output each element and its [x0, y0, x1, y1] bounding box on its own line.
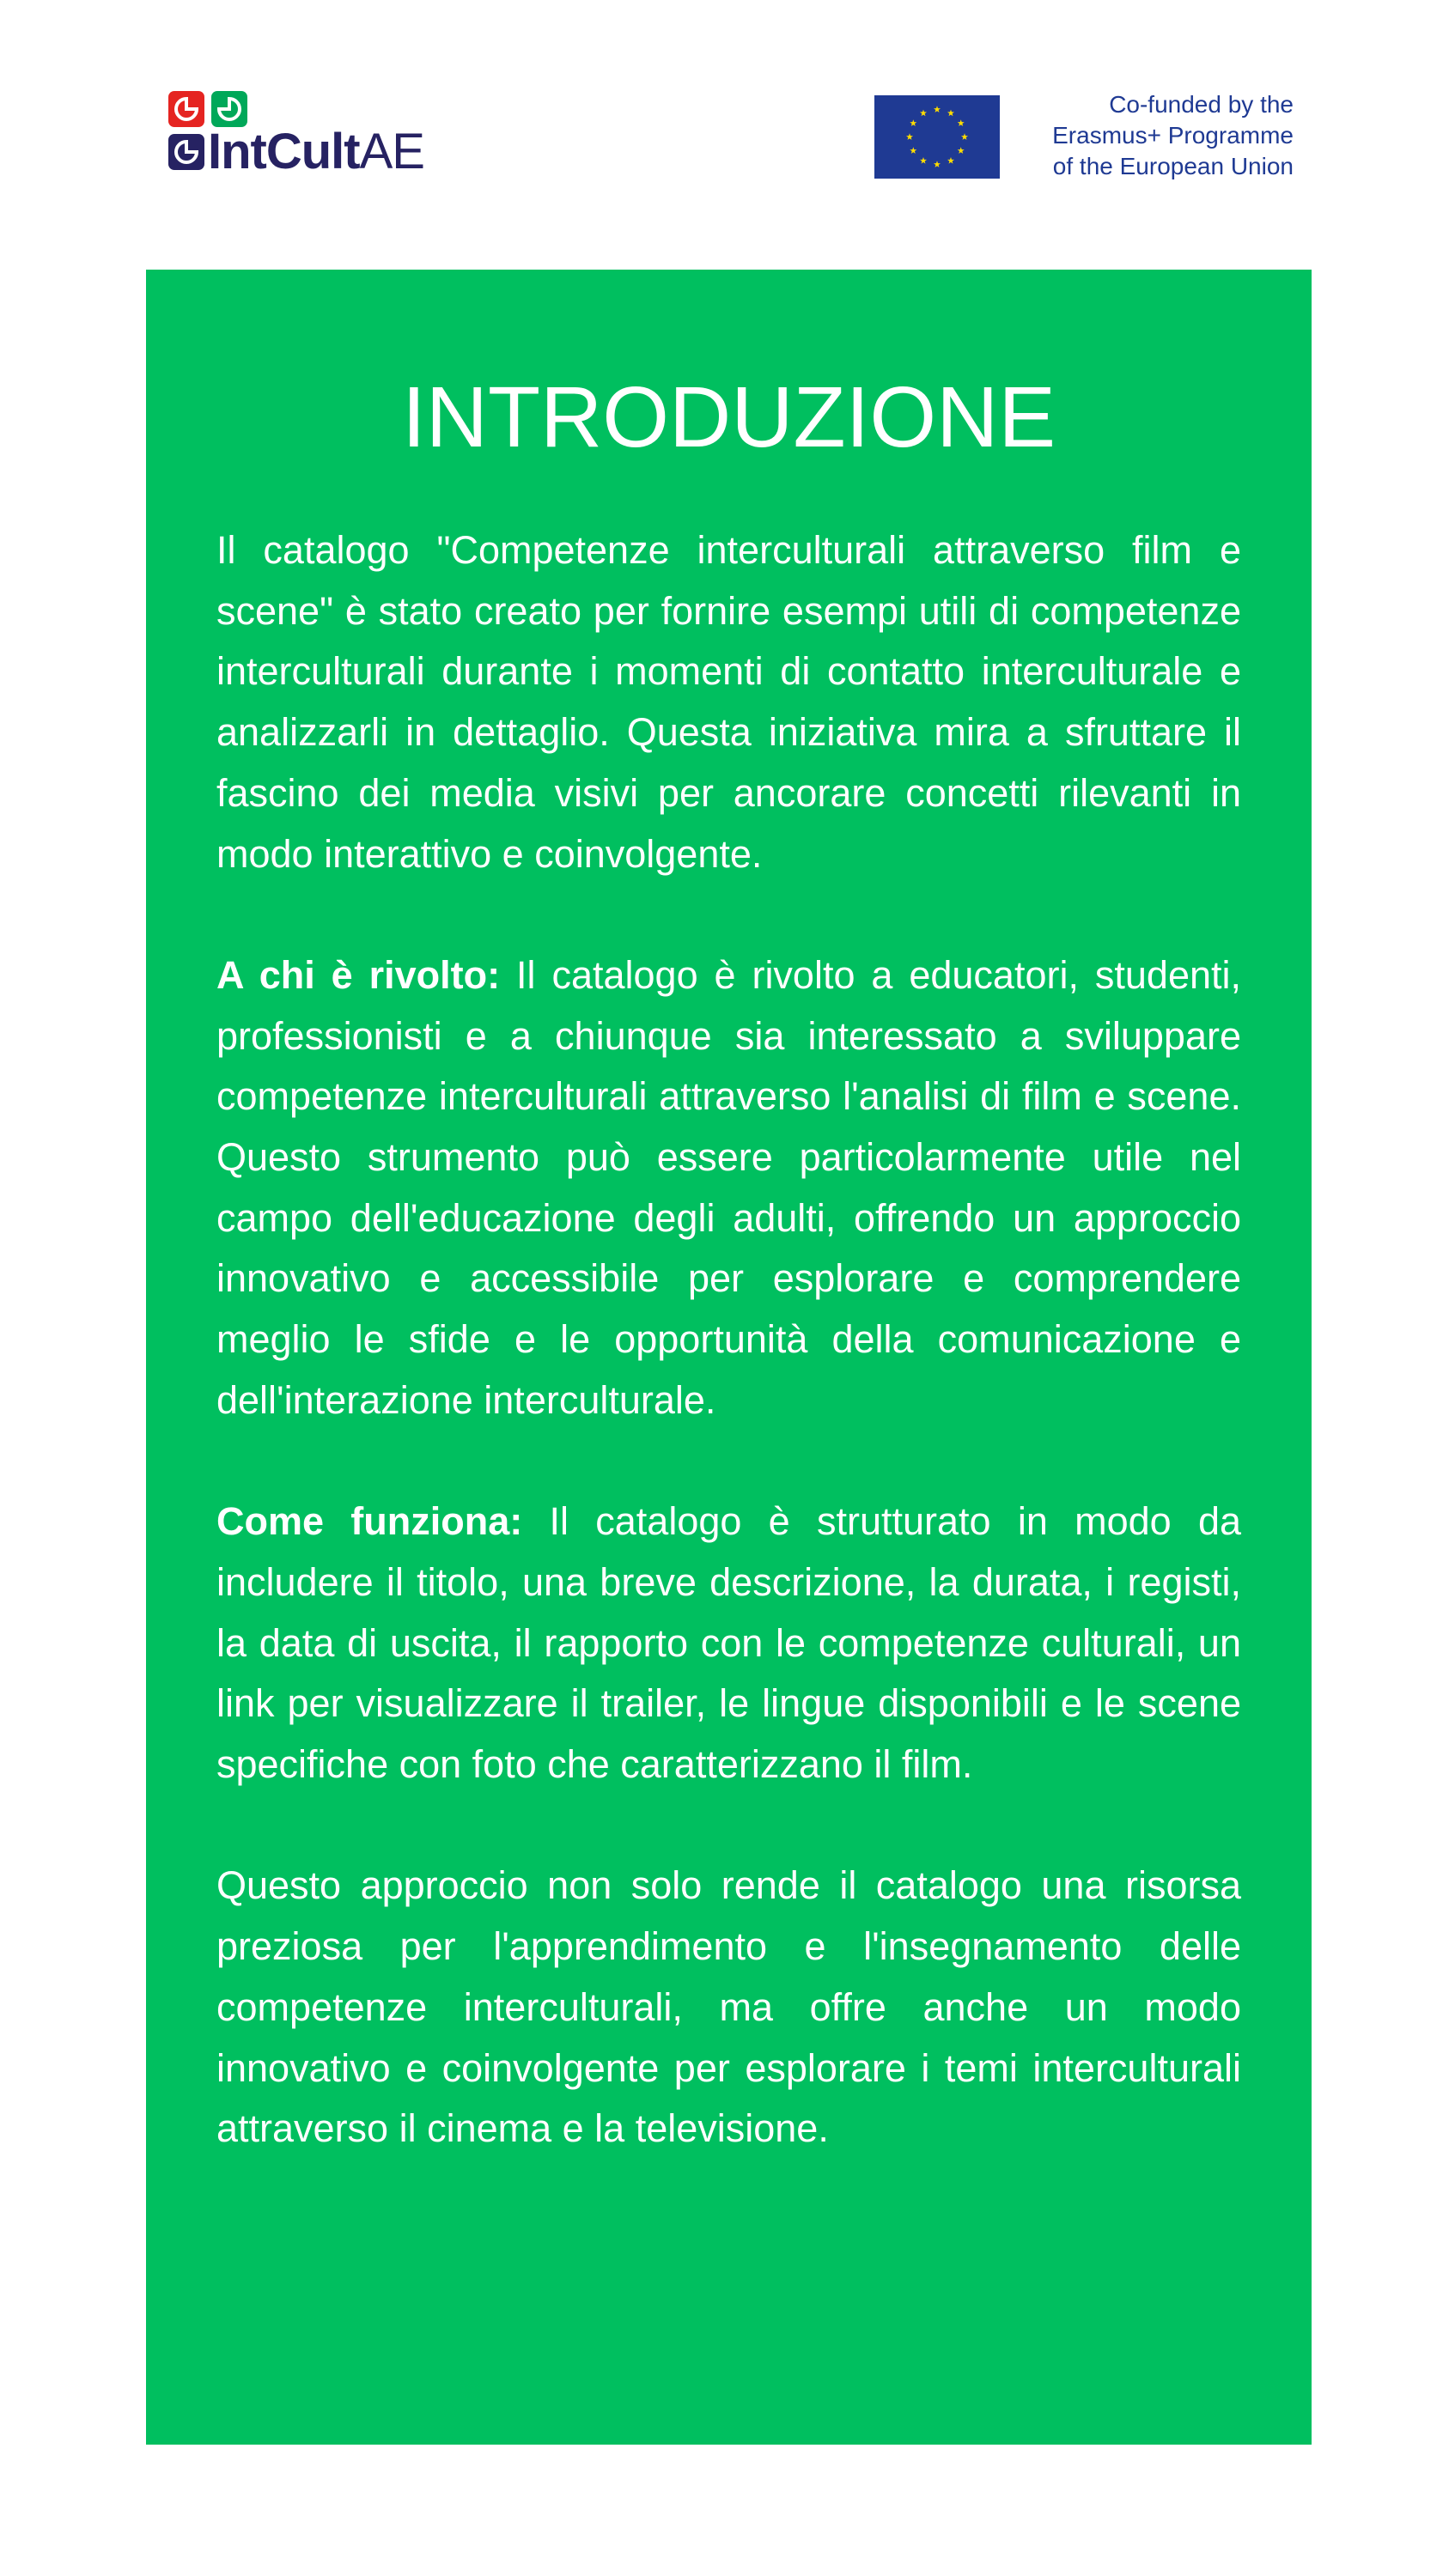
paragraph-how-it-works	[216, 1492, 1241, 1795]
eu-text-line: Co-funded by the	[1109, 91, 1294, 118]
intcultae-logo	[167, 86, 424, 180]
paragraph-text: Il catalogo "Competenze interculturali attraverso film e scene" è stato creato per fornire esempi utili di competenze interculturali durante i momenti di contatto interculturale e analizzarli in dettaglio. Questa iniziativa mira a sfruttare il fascino dei media visivi per ancorare concetti rilevanti in modo interattivo e coinvolgente.	[216, 528, 1241, 876]
paragraph-conclusion	[216, 1856, 1241, 2160]
paragraph-intro	[216, 520, 1241, 884]
paragraph-audience	[216, 945, 1241, 1431]
logo-text-regular: AE	[359, 124, 424, 179]
paragraph-lead: A chi è rivolto:	[216, 952, 501, 997]
introduction-panel	[146, 270, 1312, 2445]
eu-flag-icon	[874, 95, 1000, 179]
paragraph-lead: Come funziona:	[216, 1499, 523, 1544]
logo-wordmark	[167, 122, 424, 182]
eu-text-line: Erasmus+ Programme	[1052, 122, 1294, 149]
introduction-body	[216, 520, 1241, 2160]
paragraph-text: Il catalogo è rivolto a educatori, studenti, professionisti e a chiunque sia interessato a sviluppare competenze interculturali attraverso l'analisi di film e scene. Questo strumento può essere particolarmente utile nel campo dell'educazione degli adulti, offrendo un approccio innovativo e accessibile per esplorare e comprendere meglio le sfide e le opportunità della comunicazione e dell'interazione interculturale.	[216, 952, 1241, 1422]
page-title: INTRODUZIONE	[401, 369, 1056, 465]
paragraph-text: Il catalogo è strutturato in modo da includere il titolo, una breve descrizione, la durata, i registi, la data di uscita, il rapporto con le competenze culturali, un link per visualizzare il trailer, le lingue disponibili e le scene specifiche con foto che caratterizzano il film.	[216, 1499, 1241, 1787]
eu-cofunding-statement	[1005, 89, 1294, 182]
eu-text-line: of the European Union	[1052, 153, 1294, 179]
logo-text-bold: IntCult	[208, 124, 360, 179]
paragraph-text: Questo approccio non solo rende il catalogo una risorsa preziosa per l'apprendimento e l'insegnamento delle competenze interculturali, ma offre anche un modo innovativo e coinvolgente per esplorare i temi interculturali attraverso il cinema e la televisione.	[216, 1863, 1241, 2151]
